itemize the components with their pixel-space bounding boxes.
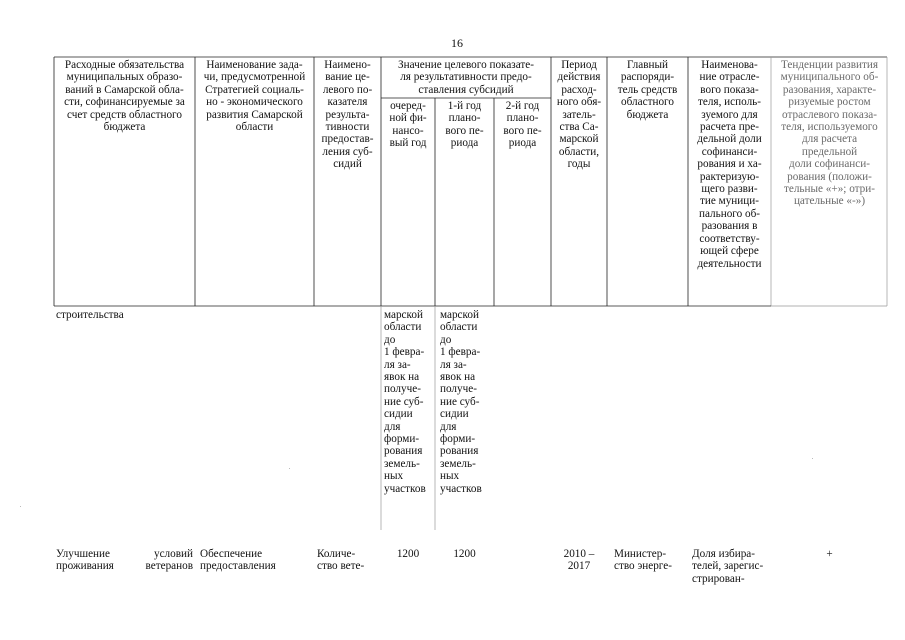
header-target-indicator: Наимено- вание це- левого по- казателя результа- тивности предостав- ления суб- сидий bbox=[321, 59, 374, 171]
row1-first-plan-year-value: марской области до 1 февра- ля за- явок на получе- ние суб- сидии для форми- рования земель- ных участков bbox=[440, 309, 482, 495]
scan-speck bbox=[20, 506, 21, 507]
header-period: Период действия расход- ного обя- затель- ства Са- марской области, годы bbox=[556, 59, 602, 171]
row2-expense-obligation: Улучшение условий проживания ветеранов bbox=[56, 548, 193, 573]
row1-expense-obligation: строительства bbox=[56, 309, 124, 321]
row2-period: 2010 – 2017 bbox=[563, 548, 595, 573]
scan-speck bbox=[289, 468, 290, 469]
header-sector-indicator: Наименова- ние отрасле- вого показа- теля, исполь- зуемого для расчета пре- дельной доли софинанси- рования и ха- рактеризую- щего разви- тие муници- пального об- разования в соответству- ющей сфере деятельности bbox=[697, 59, 762, 270]
header-expense-obligations: Расходные обязательства муниципальных образо- ваний в Самарской обла- сти, софинансируемые за счет средств областного бюджета bbox=[64, 59, 185, 134]
row2-chief-administrator: Министер- ство энерге- bbox=[614, 548, 672, 573]
header-development-trends: Тенденции развития муниципального об- разования, характе- ризуемые ростом отраслевого показа- теля, используемого для расчета предельной доли софинанси- рования (положи- тельные «+»; отри- цательные «-») bbox=[780, 59, 879, 208]
header-first-plan-year: 1-й год плано- вого пе- риода bbox=[445, 100, 484, 150]
header-chief-administrator: Главный распоряди- тель средств областного бюджета bbox=[617, 59, 678, 121]
header-current-year: очеред- ной фи- нансо- вый год bbox=[389, 100, 427, 150]
header-indicator-values-group: Значение целевого показате- ля результативности предо- ставления субсидий bbox=[398, 59, 534, 96]
row2-first-plan-year-value: 1200 bbox=[453, 548, 476, 560]
row2-current-year-value: 1200 bbox=[396, 548, 420, 560]
scan-speck bbox=[812, 458, 813, 459]
row2-development-trend: + bbox=[826, 548, 833, 560]
header-task-name: Наименование зада- чи, предусмотренной Стратегией социаль- но - экономического развития Самарской области bbox=[203, 59, 306, 134]
row2-sector-indicator: Доля избира- телей, зарегис- стрирован- bbox=[692, 548, 764, 585]
page-number: 16 bbox=[451, 36, 463, 50]
header-second-plan-year: 2-й год плано- вого пе- риода bbox=[503, 100, 542, 150]
row2-target-indicator: Количе- ство вете- bbox=[317, 548, 365, 573]
row2-task-name: Обеспечение предоставления bbox=[200, 548, 276, 573]
row1-current-year-value: марской области до 1 февра- ля за- явок на получе- ние суб- сидии для форми- рования земель- ных участков bbox=[384, 309, 426, 495]
